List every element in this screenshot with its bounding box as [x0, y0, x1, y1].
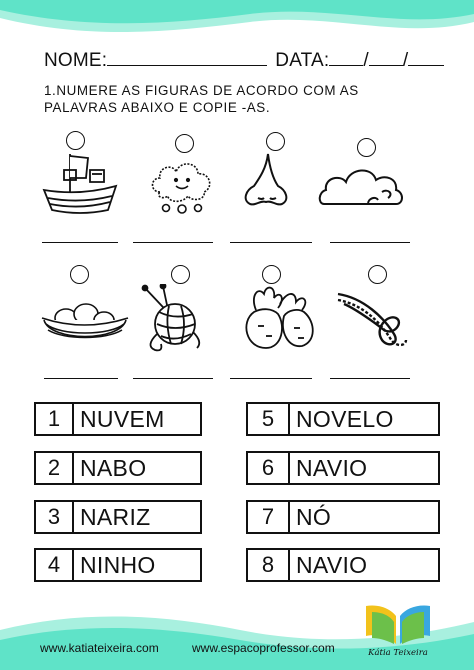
- word-number: 7: [248, 502, 290, 532]
- number-circle-nest[interactable]: [70, 265, 89, 284]
- cloud-face-icon: [148, 158, 218, 216]
- word-number: 1: [36, 404, 74, 434]
- date-day-blank[interactable]: [329, 65, 363, 66]
- answer-blank-7[interactable]: [230, 378, 312, 379]
- word-box-1: [34, 402, 202, 436]
- answer-blank-5[interactable]: [44, 378, 118, 379]
- word-label: NÓ: [296, 503, 332, 530]
- number-circle-yarn[interactable]: [171, 265, 190, 284]
- nose-icon: [236, 150, 296, 210]
- answer-blank-2[interactable]: [133, 242, 213, 243]
- name-blank[interactable]: [107, 65, 267, 66]
- word-number: 3: [36, 502, 74, 532]
- number-circle-boat[interactable]: [66, 131, 85, 150]
- word-label: NAVIO: [296, 551, 368, 578]
- word-label: NARIZ: [80, 503, 151, 530]
- knot-icon: [334, 288, 410, 350]
- instruction-line-1: 1.NUMERE AS FIGURAS DE ACORDO COM AS: [44, 83, 359, 98]
- word-number: 2: [36, 453, 74, 483]
- name-label: NOME:: [44, 50, 108, 71]
- date-year-blank[interactable]: [408, 65, 444, 66]
- word-box-2: [34, 451, 202, 485]
- word-label: NABO: [80, 454, 147, 481]
- word-box-8: [246, 548, 440, 582]
- nest-icon: [40, 298, 130, 346]
- boat-icon: [40, 150, 120, 220]
- word-box-3: [34, 500, 202, 534]
- word-label: NINHO: [80, 551, 156, 578]
- cloud-icon: [318, 164, 408, 210]
- instruction-line-2: PALAVRAS ABAIXO E COPIE -AS.: [44, 100, 271, 115]
- word-number: 4: [36, 550, 74, 580]
- date-label: DATA:: [275, 50, 330, 71]
- word-box-5: [246, 402, 440, 436]
- instruction: [44, 82, 444, 116]
- number-circle-knot[interactable]: [368, 265, 387, 284]
- word-label: NOVELO: [296, 405, 394, 432]
- word-label: NUVEM: [80, 405, 165, 432]
- word-number: 8: [248, 550, 290, 580]
- turnip-icon: [236, 282, 324, 354]
- answer-blank-1[interactable]: [42, 242, 118, 243]
- word-box-4: [34, 548, 202, 582]
- number-circle-cloud[interactable]: [357, 138, 376, 157]
- number-circle-nose[interactable]: [266, 132, 285, 151]
- word-label: NAVIO: [296, 454, 368, 481]
- answer-blank-6[interactable]: [133, 378, 213, 379]
- yarn-ball-icon: [135, 284, 207, 354]
- header-line: NOME: DATA: / /: [44, 50, 444, 72]
- word-number: 5: [248, 404, 290, 434]
- date-month-blank[interactable]: [369, 65, 403, 66]
- footer-site-2[interactable]: www.espacoprofessor.com: [192, 641, 335, 655]
- answer-blank-8[interactable]: [330, 378, 410, 379]
- number-circle-cloud-face[interactable]: [175, 134, 194, 153]
- logo-text: Kátia Teixeira: [368, 648, 428, 658]
- answer-blank-4[interactable]: [330, 242, 410, 243]
- answer-blank-3[interactable]: [230, 242, 312, 243]
- word-box-6: [246, 451, 440, 485]
- footer-site-1[interactable]: www.katiateixeira.com: [40, 641, 159, 655]
- word-box-7: [246, 500, 440, 534]
- word-number: 6: [248, 453, 290, 483]
